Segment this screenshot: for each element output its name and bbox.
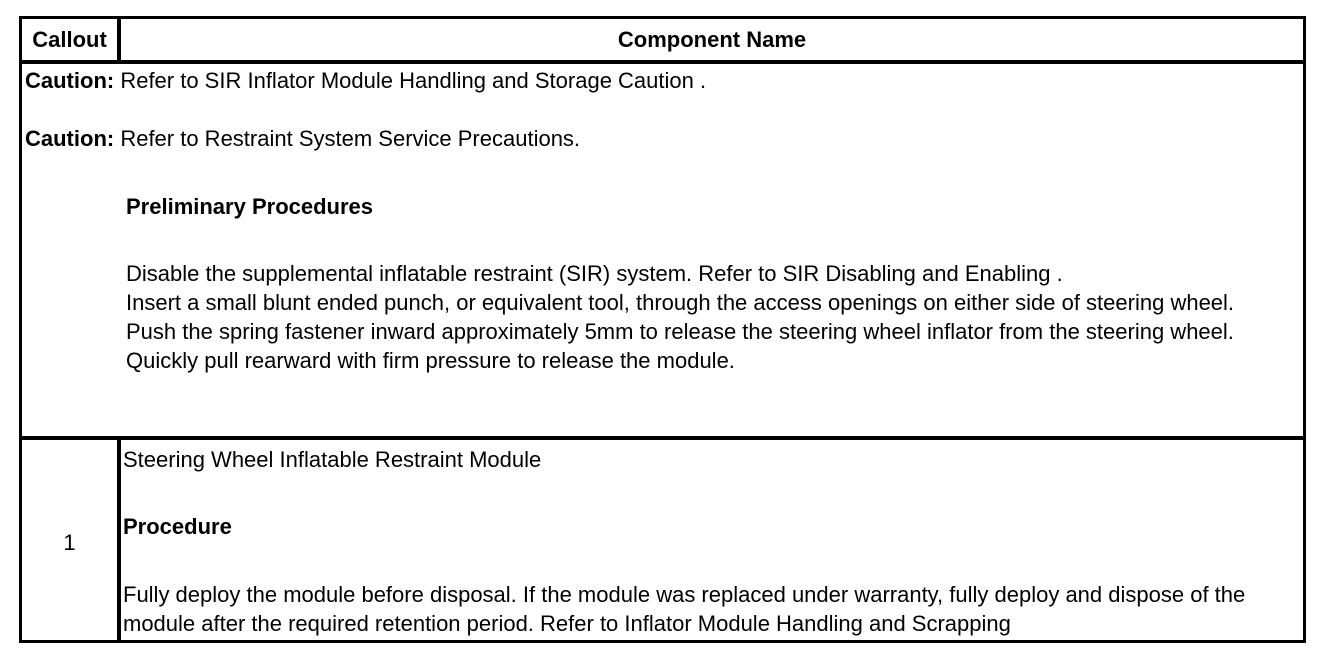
preliminary-steps [126,259,1296,375]
column-divider-row-1 [117,440,121,640]
preliminary-heading: Preliminary Procedures [126,194,374,219]
procedure-text: Fully deploy the module before disposal. If the module was replaced under warranty, fully deploy and dispose of the module after the required retention period. Refer to Inflator Module Handling and Scrapping [123,582,1246,636]
procedure-heading: Procedure [123,514,232,539]
callout-number-1: 1 [63,530,76,555]
preliminary-step-4: Quickly pull rearward with firm pressure to release the module. [126,348,735,373]
header-divider [22,60,1303,64]
caution-1-text: Refer to SIR Inflator Module Handling and Storage Caution . [114,68,707,93]
caution-1-label: Caution: [25,68,115,93]
caution-1 [25,66,706,95]
header-component-name: Component Name [617,26,807,52]
header-callout: Callout [32,26,107,52]
row-divider [22,436,1303,440]
caution-2-label: Caution: [25,126,115,151]
component-name-1: Steering Wheel Inflatable Restraint Module [123,447,542,472]
preliminary-step-1: Disable the supplemental inflatable restraint (SIR) system. Refer to SIR Disabling and Enabling . [126,261,1063,286]
caution-2-text: Refer to Restraint System Service Precautions. [114,126,581,151]
caution-2 [25,124,580,153]
preliminary-step-3: Push the spring fastener inward approximately 5mm to release the steering wheel inflator from the steering wheel. [126,319,1234,344]
preliminary-step-2: Insert a small blunt ended punch, or equivalent tool, through the access openings on either side of steering wheel. [126,290,1235,315]
procedure-table [19,16,1306,643]
